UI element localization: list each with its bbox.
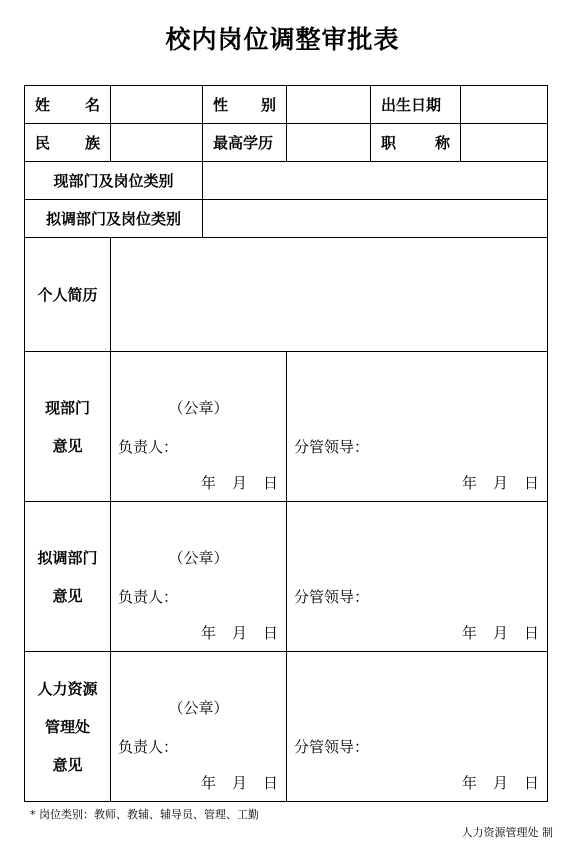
gender-value-cell[interactable]: [287, 86, 371, 124]
responsible-person-label: 负责人：: [118, 738, 179, 756]
name-value-cell[interactable]: [111, 86, 203, 124]
date-line: 年 月 日: [461, 474, 539, 492]
leader-label: 分管领导：: [294, 738, 370, 756]
resume-label: 个人简历: [25, 238, 111, 352]
date-line: 年 月 日: [200, 474, 278, 492]
proposed-dept-opinion-cell[interactable]: [111, 502, 287, 652]
professional-title-value-cell[interactable]: [461, 124, 548, 162]
professional-title-label: 职 称: [371, 124, 461, 162]
gender-label: 性 别: [203, 86, 287, 124]
ethnicity-label: 民 族: [25, 124, 111, 162]
date-line: 年 月 日: [200, 624, 278, 642]
approval-form-table: [24, 85, 548, 802]
proposed-dept-opinion-label: 拟调部门 意见: [25, 502, 111, 652]
proposed-dept-leader-cell[interactable]: [287, 502, 548, 652]
date-line: 年 月 日: [461, 774, 539, 792]
hr-leader-cell[interactable]: [287, 652, 548, 802]
form-title: 校内岗位调整审批表: [165, 25, 400, 54]
birth-date-label: 出生日期: [371, 86, 461, 124]
leader-label: 分管领导：: [294, 588, 370, 606]
seal-text: （公章）: [168, 549, 229, 567]
current-dept-value-cell[interactable]: [203, 162, 548, 200]
hr-opinion-label: 人力资源 管理处 意见: [25, 652, 111, 802]
education-label: 最高学历: [203, 124, 287, 162]
seal-text: （公章）: [168, 699, 229, 717]
current-dept-opinion-cell[interactable]: [111, 352, 287, 502]
birth-date-value-cell[interactable]: [461, 86, 548, 124]
leader-label: 分管领导：: [294, 438, 370, 456]
date-line: 年 月 日: [200, 774, 278, 792]
current-dept-label: 现部门及岗位类别: [25, 162, 203, 200]
date-line: 年 月 日: [461, 624, 539, 642]
seal-text: （公章）: [168, 399, 229, 417]
position-category-footnote: * 岗位类别：教师、教辅、辅导员、管理、工勤: [30, 808, 259, 821]
current-dept-leader-cell[interactable]: [287, 352, 548, 502]
current-dept-opinion-label: 现部门 意见: [25, 352, 111, 502]
proposed-dept-label: 拟调部门及岗位类别: [25, 200, 203, 238]
ethnicity-value-cell[interactable]: [111, 124, 203, 162]
education-value-cell[interactable]: [287, 124, 371, 162]
hr-opinion-cell[interactable]: [111, 652, 287, 802]
issuer-note: 人力资源管理处 制: [461, 826, 553, 839]
responsible-person-label: 负责人：: [118, 438, 179, 456]
proposed-dept-value-cell[interactable]: [203, 200, 548, 238]
name-label: 姓 名: [25, 86, 111, 124]
responsible-person-label: 负责人：: [118, 588, 179, 606]
resume-value-cell[interactable]: [111, 238, 548, 352]
